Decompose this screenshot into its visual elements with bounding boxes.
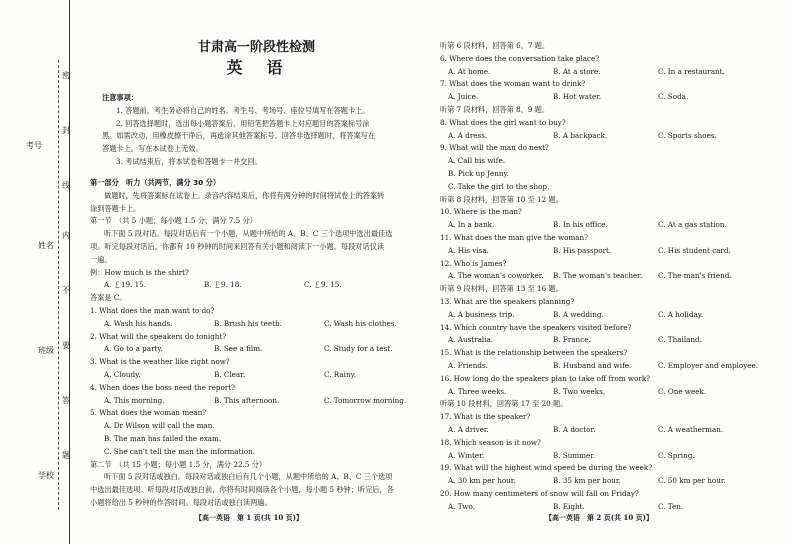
- option: C. Sports shoes.: [658, 130, 717, 140]
- option: A. In a bank.: [448, 220, 495, 230]
- part1-heading: 第一部分 听力（共两节，满分 30 分）: [90, 178, 221, 187]
- question: 12. Who is James?: [440, 258, 507, 268]
- options-row: [440, 66, 790, 79]
- seal-char: 封: [62, 126, 70, 135]
- option: C. She can't tell the man the information.: [104, 446, 256, 456]
- option: C. Employer and employee.: [658, 360, 759, 370]
- option: B. A doctor.: [553, 424, 596, 434]
- option: A. Juice.: [448, 92, 479, 102]
- option: B. The man has failed the exam.: [104, 433, 222, 443]
- options-row: [90, 318, 406, 331]
- question: 18. Which season is it now?: [440, 437, 541, 447]
- option: A. Winter.: [448, 450, 485, 460]
- material-heading: 听第 6 段材料，回答第 6、7 题。: [440, 41, 550, 50]
- question: 17. What is the speaker?: [440, 412, 531, 422]
- options-row: [90, 395, 406, 408]
- option: B. A wedding.: [553, 309, 604, 319]
- option: A. A dress.: [448, 130, 488, 140]
- option: C. In a restaurant.: [658, 66, 725, 76]
- option: B. His passport.: [553, 245, 612, 255]
- option: A. Two.: [448, 501, 475, 511]
- options-row: [440, 334, 790, 347]
- question: 6. Where does the conversation take place?: [440, 53, 600, 63]
- options-row: [440, 245, 790, 258]
- option: C. His student card.: [658, 245, 731, 255]
- sec1-heading: 第一节 （共 5 小题；每小题 1.5 分，满分 7.5 分）: [90, 216, 257, 226]
- question-3: 3. What is the weather like right now?: [90, 357, 230, 367]
- sec1-desc-3: 一遍。: [90, 254, 112, 264]
- option: A. 30 km per hour.: [448, 476, 516, 486]
- example-question: 例：How much is the shirt?: [90, 267, 189, 277]
- option: C. Wash his clothes.: [324, 318, 397, 328]
- option: B. ￡9. 18.: [204, 280, 242, 290]
- binding-rule: [69, 0, 70, 544]
- field-school: 学校: [38, 471, 54, 480]
- option: B. At a store.: [553, 66, 601, 76]
- options-row: [440, 450, 790, 463]
- options-row: [440, 130, 790, 143]
- question-2: 2. What will the speakers do tonight?: [90, 331, 227, 341]
- question: 8. What does the girl want to buy?: [440, 117, 566, 127]
- material-heading: 听第 8 段材料，回答第 10 至 12 题。: [440, 194, 563, 204]
- page-2-footer: 【高一英语 第 2 页(共 10 页)】: [545, 513, 653, 522]
- options-row: [90, 369, 406, 382]
- seal-char: 内: [62, 231, 70, 240]
- option: C. Tomorrow morning.: [324, 395, 407, 405]
- question: 15. What is the relationship between the speakers?: [440, 348, 628, 358]
- notice-3: 3. 考试结束后，将本试卷和答题卡一并交回。: [116, 156, 262, 166]
- option: A. Go to a party.: [104, 344, 163, 354]
- options-row: [440, 424, 790, 437]
- option: A. A driver.: [448, 424, 489, 434]
- question: 7. What does the woman want to drink?: [440, 79, 586, 89]
- exam-title: 甘肃高一阶段性检测: [197, 40, 315, 55]
- option: C. The man's friend.: [658, 271, 732, 281]
- question: 16. How long do the speakers plan to take off from work?: [440, 373, 651, 383]
- page-2: [440, 40, 790, 513]
- sec1-desc-1: 听下面 5 段对话。每段对话后有一个小题，从题中所给的 A、B、C 三个选项中选出最佳选: [104, 229, 393, 239]
- options-row: [440, 270, 790, 283]
- options-row: [440, 219, 790, 232]
- question: 10. Where is the man?: [440, 207, 522, 217]
- option: B. In his office.: [553, 220, 608, 230]
- option: C. A holiday.: [658, 309, 704, 319]
- option: B. A backpack.: [553, 130, 608, 140]
- field-name: 姓名: [38, 241, 54, 250]
- example-answer: 答案是 C。: [90, 293, 127, 303]
- question-1: 1. What does the man want to do?: [90, 305, 215, 315]
- sec2-desc-2: 中选出最佳选项。听每段对话或独白前，你将有时间阅读各个小题，每小题 5 秒钟；听完后，各: [90, 485, 394, 495]
- question: 14. Which country have the speakers visited before?: [440, 322, 632, 332]
- options-row: [440, 309, 790, 322]
- option: C. Spring.: [658, 450, 695, 460]
- material-heading: 听第 10 段材料，回答第 17 至 20 题。: [440, 399, 568, 409]
- option: C. One week.: [658, 386, 707, 396]
- question: 13. What are the speakers planning?: [440, 296, 575, 306]
- options-row: [90, 343, 406, 356]
- option: C. A weatherman.: [658, 424, 724, 434]
- option: A. Dr Wilson will call the man.: [104, 421, 215, 431]
- option: A. Friends.: [448, 360, 488, 370]
- option: B. Clear.: [214, 369, 246, 379]
- option: C. At a gas station.: [658, 220, 727, 230]
- option: B. Summer.: [553, 450, 596, 460]
- listening-section: [90, 177, 406, 510]
- option: B. Two weeks.: [553, 386, 606, 396]
- question-5: 5. What does the woman mean?: [90, 408, 207, 418]
- option: C. ￡9. 15.: [304, 280, 342, 290]
- options-row: [440, 91, 790, 104]
- seal-char: 不: [62, 286, 70, 295]
- sec1-desc-2: 项。听完每段对话后，你都有 10 秒钟的时间来回答有关小题和阅读下一小题。每段对话仅读: [90, 241, 385, 251]
- questions-6-20: [440, 40, 790, 513]
- notice-block: [102, 92, 375, 169]
- notice-2c: 答题卡上。写在本试卷上无效。: [102, 144, 203, 154]
- sec2-desc-1: 听下面 5 段对话或独白。每段对话或独白后有几个小题，从题中所给的 A、B、C 三个选项: [104, 472, 393, 482]
- option: C. Soda.: [658, 92, 689, 102]
- option: A. Cloudy.: [104, 369, 141, 379]
- option: C. Ten.: [658, 501, 684, 511]
- option: C. Take the girl to the shop.: [448, 181, 550, 191]
- field-exam-no: 考号: [26, 141, 42, 150]
- option: B. Husband and wife.: [553, 360, 632, 370]
- option: A. Australia.: [448, 335, 494, 345]
- option: C. Thailand.: [658, 335, 702, 345]
- option: C. Rainy.: [324, 369, 356, 379]
- option: A. ￡19. 15.: [104, 280, 147, 290]
- notice-2b: 黑。如需改动，用橡皮擦干净后，再选涂其他答案标号。回答非选择题时，将答案写在: [102, 131, 376, 141]
- seal-char: 要: [62, 341, 70, 350]
- option: B. See a film.: [214, 344, 263, 354]
- seal-char: 密: [62, 71, 70, 80]
- option: B. Hot water.: [553, 92, 602, 102]
- question-4: 4. When does the boss need the report?: [90, 382, 235, 392]
- option: A. This morning.: [104, 395, 165, 405]
- example-options: [90, 279, 406, 292]
- option: B. This afternoon.: [214, 395, 280, 405]
- part1-desc-2: 涂到答题卡上。: [90, 203, 141, 213]
- sec2-heading: 第二节 （共 15 小题；每小题 1.5 分，满分 22.5 分）: [90, 459, 267, 469]
- option: C. 50 km per hour.: [658, 476, 726, 486]
- seal-char: 线: [62, 181, 70, 190]
- option: A. A business trip.: [448, 309, 515, 319]
- part1-desc-1: 做题时，先将答案标在试卷上。录音内容结束后，你将有两分钟的时间将试卷上的答案转: [104, 190, 385, 200]
- option: B. Brush his teeth.: [214, 318, 282, 328]
- option: B. France.: [553, 335, 591, 345]
- page-1-footer: 【高一英语 第 1 页(共 10 页)】: [195, 513, 303, 522]
- option: A. His visa.: [448, 245, 489, 255]
- material-heading: 听第 9 段材料，回答第 13 至 16 题。: [440, 284, 563, 294]
- option: A. Call his wife.: [448, 156, 505, 166]
- option: B. 35 km per hour.: [553, 476, 621, 486]
- notice-1: 1. 答题前，考生务必将自己的姓名、考生号、考场号、座位号填写在答题卡上。: [116, 105, 370, 115]
- options-row: [440, 475, 790, 488]
- binding-strip: [0, 0, 70, 544]
- seal-char: 答: [62, 396, 70, 405]
- option: A. The woman's coworker.: [448, 271, 544, 281]
- questions-1-4: [90, 305, 406, 407]
- seal-char: 题: [62, 451, 70, 460]
- options-row: [440, 386, 790, 399]
- question: 11. What does the man give the woman?: [440, 232, 589, 242]
- subject-title: 英 语: [226, 58, 287, 77]
- question: 19. What will the highest wind speed be during the week?: [440, 463, 653, 473]
- sec2-desc-3: 小题将给出 5 秒钟的作答时间。每段对话或独白读两遍。: [90, 497, 272, 507]
- notice-title: 注意事项：: [102, 93, 138, 102]
- option: B. Pick up Jenny.: [448, 168, 509, 178]
- question: 9. What will the man do next?: [440, 143, 549, 153]
- option: A. Wash his hands.: [104, 318, 173, 328]
- seal-dash-line: [58, 60, 59, 510]
- material-heading: 听第 7 段材料，回答第 8、9 题。: [440, 104, 550, 114]
- field-class: 班级: [38, 346, 54, 355]
- option: B. The woman's teacher.: [553, 271, 643, 281]
- option: A. At home.: [448, 66, 491, 76]
- question: 20. How many centimeters of snow will fall on Friday?: [440, 488, 639, 498]
- option: B. Eight.: [553, 501, 585, 511]
- option: A. Three weeks.: [448, 386, 507, 396]
- notice-2: 2. 回答选择题时，选出每小题答案后，用铅笔把答题卡上对应题目的答案标号涂: [116, 118, 370, 128]
- options-row: [440, 501, 790, 514]
- options-row: [440, 360, 790, 373]
- option: C. Study for a test.: [324, 344, 393, 354]
